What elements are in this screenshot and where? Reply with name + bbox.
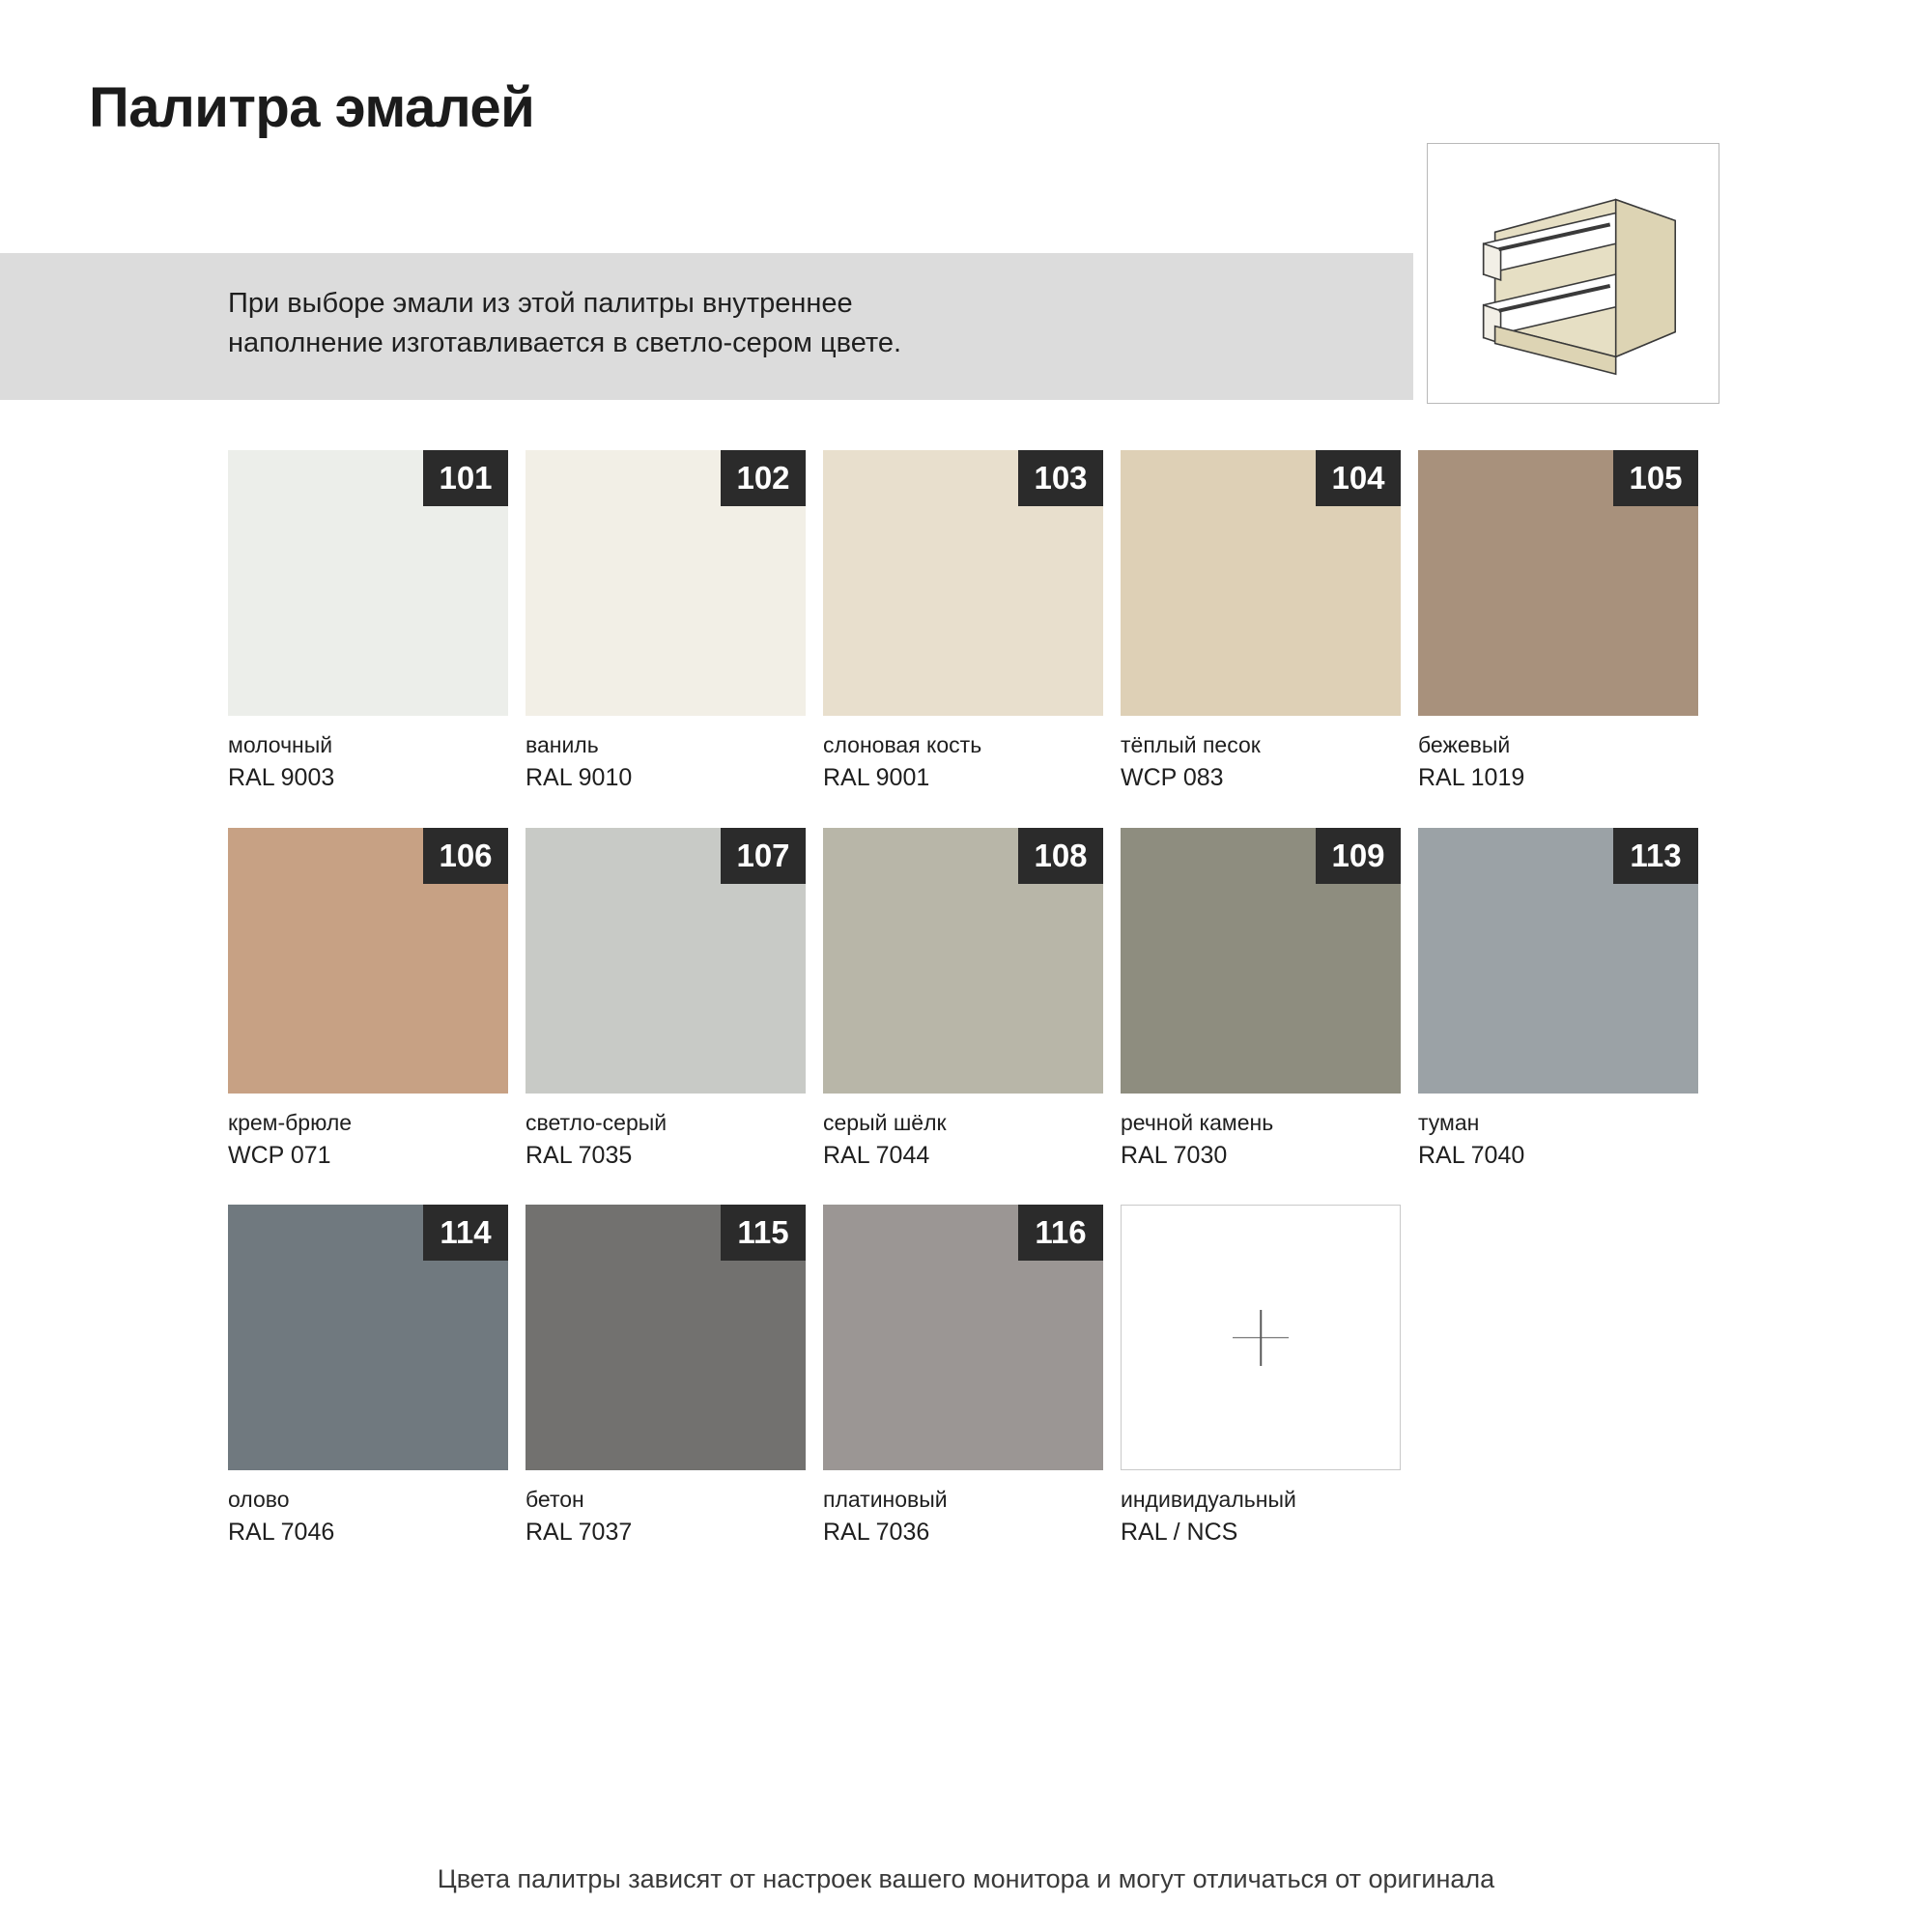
- chip-caption: [526, 731, 806, 793]
- swatch-item-custom[interactable]: [1121, 1205, 1401, 1548]
- chip-number-badge: 104: [1316, 450, 1401, 506]
- swatch-item[interactable]: [1121, 450, 1401, 793]
- swatch-grid: [228, 450, 1716, 1582]
- chip-caption: [228, 1486, 508, 1548]
- chip-name: серый шёлк: [823, 1109, 947, 1135]
- swatch-item[interactable]: [228, 1205, 508, 1548]
- chip-caption: [228, 1109, 508, 1171]
- chip-code: RAL 7036: [823, 1519, 930, 1547]
- color-chip[interactable]: [526, 828, 806, 1094]
- chip-number-badge: 114: [423, 1205, 508, 1261]
- chip-name: платиновый: [823, 1487, 948, 1513]
- chip-number-badge: 102: [721, 450, 806, 506]
- chip-code: RAL 9003: [228, 764, 335, 792]
- swatch-item[interactable]: [823, 1205, 1103, 1548]
- chip-number-badge: 108: [1018, 828, 1103, 884]
- swatch-row: [228, 450, 1716, 793]
- chip-name: индивидуальный: [1121, 1487, 1296, 1513]
- notice-text: [228, 284, 1223, 363]
- footer-note: Цвета палитры зависят от настроек вашего монитора и могут отличаться от оригинала: [437, 1864, 1495, 1893]
- chip-name: олово: [228, 1487, 290, 1513]
- chip-number-badge: 109: [1316, 828, 1401, 884]
- swatch-item[interactable]: [823, 828, 1103, 1171]
- color-chip[interactable]: [1121, 828, 1401, 1094]
- notice-line-2: наполнение изготавливается в светло-сером цвете.: [228, 327, 902, 359]
- swatch-item[interactable]: [1418, 450, 1698, 793]
- color-chip[interactable]: [1121, 450, 1401, 716]
- chip-code: WCP 071: [228, 1141, 331, 1169]
- chip-caption: [1418, 731, 1698, 793]
- chip-name: бежевый: [1418, 732, 1511, 757]
- color-chip[interactable]: [526, 450, 806, 716]
- swatch-item[interactable]: [526, 450, 806, 793]
- notice-line-1: При выборе эмали из этой палитры внутреннее: [228, 288, 853, 319]
- chip-number-badge: 113: [1613, 828, 1698, 884]
- chip-caption: [823, 731, 1103, 793]
- chip-number-badge: 106: [423, 828, 508, 884]
- chip-caption: [1418, 1109, 1698, 1171]
- chip-code: RAL 7030: [1121, 1141, 1228, 1169]
- swatch-row: [228, 828, 1716, 1171]
- color-chip[interactable]: [823, 450, 1103, 716]
- chip-number-badge: 101: [423, 450, 508, 506]
- chip-name: бетон: [526, 1487, 584, 1513]
- chip-name: молочный: [228, 732, 333, 757]
- chip-number-badge: 105: [1613, 450, 1698, 506]
- chip-number-badge: 116: [1018, 1205, 1103, 1261]
- custom-color-chip[interactable]: [1121, 1205, 1401, 1470]
- chip-name: ваниль: [526, 732, 599, 757]
- swatch-item[interactable]: [526, 828, 806, 1171]
- chip-caption: [228, 731, 508, 793]
- chip-code: RAL 7040: [1418, 1141, 1525, 1169]
- chip-name: слоновая кость: [823, 732, 982, 757]
- chip-code: RAL 7044: [823, 1141, 930, 1169]
- swatch-item[interactable]: [823, 450, 1103, 793]
- chip-caption: [823, 1109, 1103, 1171]
- chip-code: RAL 7046: [228, 1519, 335, 1547]
- chip-caption: [823, 1486, 1103, 1548]
- swatch-row: [228, 1205, 1716, 1548]
- color-chip[interactable]: [1418, 450, 1698, 716]
- chip-caption: [526, 1109, 806, 1171]
- color-chip[interactable]: [228, 450, 508, 716]
- chip-caption: [526, 1486, 806, 1548]
- chip-caption: [1121, 1486, 1401, 1548]
- chip-caption: [1121, 731, 1401, 793]
- swatch-item[interactable]: [526, 1205, 806, 1548]
- swatch-item[interactable]: [1418, 828, 1698, 1171]
- swatch-item[interactable]: [228, 828, 508, 1171]
- chip-name: светло-серый: [526, 1109, 668, 1135]
- swatch-item[interactable]: [1121, 828, 1401, 1171]
- chip-name: тёплый песок: [1121, 732, 1261, 757]
- color-chip[interactable]: [823, 828, 1103, 1094]
- chip-code: RAL 1019: [1418, 764, 1525, 792]
- chip-code: RAL 9001: [823, 764, 930, 792]
- chip-name: крем-брюле: [228, 1109, 353, 1135]
- color-chip[interactable]: [1418, 828, 1698, 1094]
- chip-name: туман: [1418, 1109, 1480, 1135]
- color-chip[interactable]: [228, 1205, 508, 1470]
- color-chip[interactable]: [526, 1205, 806, 1470]
- chip-code: RAL 9010: [526, 764, 633, 792]
- color-chip[interactable]: [228, 828, 508, 1094]
- page-title: Палитра эмалей: [89, 76, 535, 139]
- chip-code: WCP 083: [1121, 764, 1224, 792]
- chip-number-badge: 103: [1018, 450, 1103, 506]
- chip-number-badge: 115: [721, 1205, 806, 1261]
- chip-code: RAL 7037: [526, 1519, 633, 1547]
- plus-icon: [1233, 1310, 1289, 1366]
- swatch-item[interactable]: [228, 450, 508, 793]
- chip-name: речной камень: [1121, 1109, 1274, 1135]
- chip-caption: [1121, 1109, 1401, 1171]
- color-chip[interactable]: [823, 1205, 1103, 1470]
- drawer-cabinet-illustration: [1427, 143, 1719, 404]
- chip-code: RAL / NCS: [1121, 1519, 1238, 1547]
- chip-number-badge: 107: [721, 828, 806, 884]
- chip-code: RAL 7035: [526, 1141, 633, 1169]
